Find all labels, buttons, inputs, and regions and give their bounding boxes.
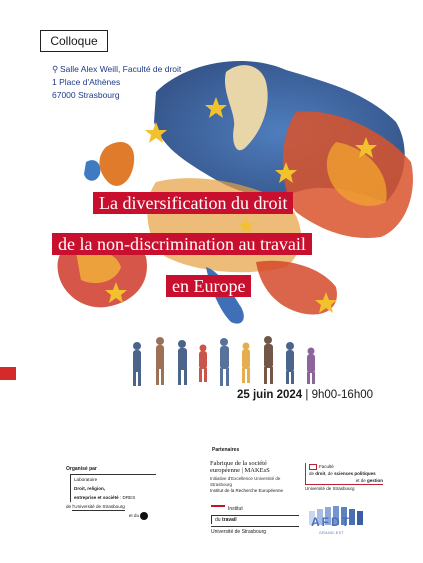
- makess-name-1: Fabrique de la société: [210, 460, 267, 467]
- makess-fine-1: Initiative d'Excellence Université de Strasbourg: [210, 476, 281, 487]
- organizer-lab-box: Laboratoire Droit, religion, entreprise et société : DRES: [70, 474, 156, 502]
- organizer-prefix: de: [66, 504, 72, 509]
- faculty-de: de: [309, 471, 315, 476]
- faculty-sciences: sciences politiques: [334, 471, 376, 476]
- organizer-and: et du: [128, 513, 139, 518]
- event-time: 9h00-16h00: [311, 389, 374, 401]
- organizer-block: [66, 465, 156, 520]
- faculty-gestion: gestion: [366, 478, 383, 483]
- idt-institut: Institut: [228, 506, 243, 512]
- partner-logo-icon: [140, 512, 148, 520]
- faculty-droit: droit: [315, 471, 326, 476]
- title-line-2: de la non-discrimination au travail: [52, 233, 312, 255]
- faculty-pre: Faculté: [319, 464, 334, 469]
- organizer-name-1: Droit, religion,: [74, 486, 106, 491]
- faculty-university: Université de Strasbourg: [305, 486, 355, 491]
- venue-address: [52, 63, 181, 102]
- organizer-label: Organisé par: [66, 466, 97, 472]
- location-pin-icon: ⚲: [52, 64, 59, 74]
- idt-logo: [211, 505, 299, 536]
- afdt-sub: GRAND-EST: [319, 531, 345, 535]
- afdt-logo: [305, 503, 375, 541]
- venue-line-2: 1 Place d'Athènes: [52, 77, 121, 87]
- afdt-name: AFDT: [311, 515, 351, 529]
- idt-travail: travail: [221, 517, 237, 523]
- organizer-university: l'Université de Strasbourg: [72, 504, 125, 509]
- title-line-3: en Europe: [166, 275, 251, 297]
- venue-line-3: 67000 Strasbourg: [52, 90, 120, 100]
- faculty-logo: [305, 463, 383, 492]
- venue-line-1: Salle Alex Weill, Faculté de droit: [60, 64, 182, 74]
- idt-university: Université de Strasbourg: [211, 526, 299, 536]
- date-separator: |: [305, 389, 309, 401]
- faculty-and: et de: [355, 478, 366, 483]
- side-accent-mark: [0, 367, 16, 380]
- makess-name-2: européenne | MAKEsS: [210, 467, 270, 474]
- date-time-box: [231, 384, 393, 406]
- event-type-badge: Colloque: [40, 30, 108, 52]
- organizer-code: DRES: [122, 495, 136, 500]
- title-line-1: La diversification du droit: [93, 192, 293, 214]
- faculty-emblem-icon: [309, 464, 317, 470]
- makess-fine-2: Institut de la Recherche Européenne: [210, 488, 284, 493]
- event-date: 25 juin 2024: [237, 389, 303, 401]
- partners-label: Partenaires: [212, 447, 240, 453]
- idt-du: du: [215, 517, 221, 523]
- faculty-mid2: , de: [325, 471, 333, 476]
- organizer-lab: Laboratoire: [74, 477, 98, 482]
- organizer-name-2: entreprise et société: [74, 495, 119, 500]
- makess-logo: [210, 460, 296, 494]
- idt-emblem-icon: [211, 505, 225, 512]
